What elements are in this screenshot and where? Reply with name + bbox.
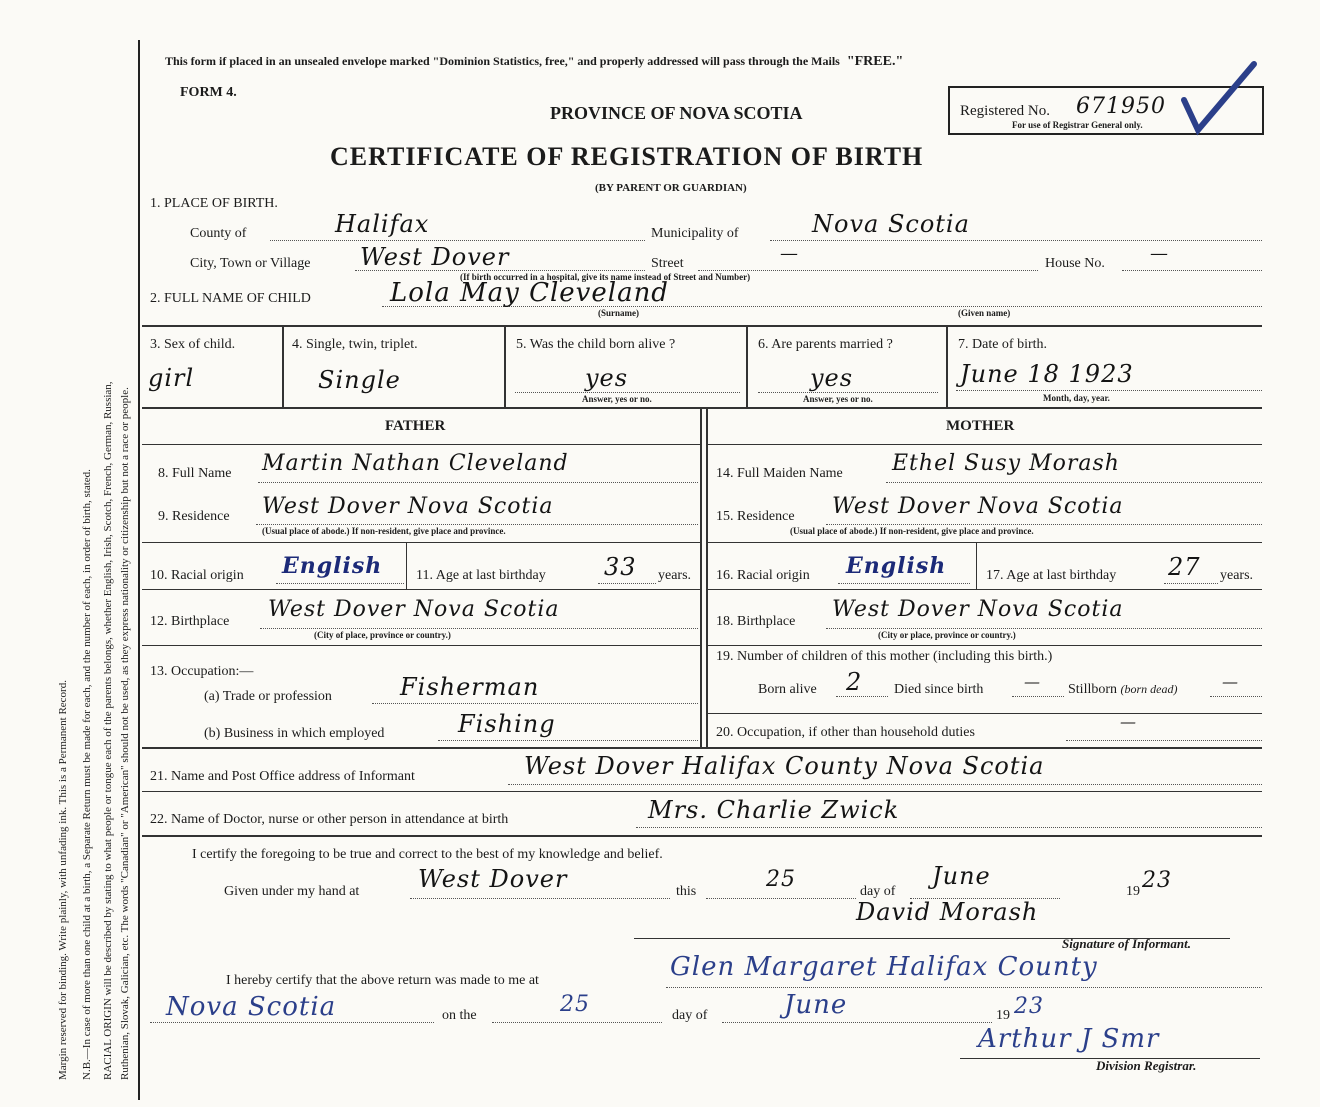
- born-alive-note: Answer, yes or no.: [582, 394, 652, 404]
- municipality-value: Nova Scotia: [812, 210, 970, 238]
- informant-signature-label: Signature of Informant.: [1062, 936, 1191, 951]
- given-month: June: [932, 862, 991, 890]
- margin-note-3: RACIAL ORIGIN will be described by stating to what people or tongue each of the parents belongs, whether English, Irish, Scotch, French, German, Russian,: [102, 381, 114, 1080]
- father-residence-value: West Dover Nova Scotia: [262, 494, 554, 519]
- trade-value: Fisherman: [400, 673, 540, 701]
- mother-residence-value: West Dover Nova Scotia: [832, 494, 1124, 519]
- mother-name-value: Ethel Susy Morash: [892, 451, 1120, 476]
- child-name-label: 2. FULL NAME OF CHILD: [150, 291, 311, 306]
- mother-racial-value: English: [846, 553, 947, 579]
- mother-birthplace-value: West Dover Nova Scotia: [832, 597, 1124, 622]
- informant-label: 21. Name and Post Office address of Informant: [150, 769, 415, 784]
- mother-heading: MOTHER: [946, 418, 1015, 434]
- registrar-place1: Glen Margaret Halifax County: [670, 952, 1098, 982]
- children-count-label: 19. Number of children of this mother (including this birth.): [716, 649, 1053, 664]
- father-residence-label: 9. Residence: [158, 509, 230, 524]
- birth-date-value: June 18 1923: [960, 360, 1134, 388]
- mother-age-value: 27: [1168, 553, 1201, 581]
- sex-value: girl: [148, 364, 195, 392]
- registrar-signature: Arthur J Smr: [978, 1024, 1160, 1054]
- father-racial-label: 10. Racial origin: [150, 568, 244, 583]
- street-value: —: [780, 243, 799, 264]
- stillborn-value: —: [1222, 672, 1239, 691]
- postal-note: [165, 54, 903, 70]
- birth-date-label: 7. Date of birth.: [958, 337, 1048, 352]
- postal-free: "FREE.": [846, 54, 904, 69]
- reg-number: 671950: [1076, 94, 1166, 119]
- registrar-on-label: on the: [442, 1008, 477, 1023]
- given-day-of-label: day of: [860, 884, 896, 899]
- reg-label: Registered No.: [960, 103, 1050, 119]
- father-residence-note: (Usual place of abode.) If non-resident, give place and province.: [262, 526, 506, 536]
- died-since-value: —: [1024, 672, 1041, 691]
- sex-label: 3. Sex of child.: [150, 337, 236, 352]
- father-years-label: years.: [658, 568, 692, 583]
- mother-name-label: 14. Full Maiden Name: [716, 466, 843, 481]
- mother-birthplace-label: 18. Birthplace: [716, 614, 796, 629]
- mother-occupation-label: 20. Occupation, if other than household duties: [716, 725, 975, 740]
- given-year-prefix: 19: [1126, 884, 1140, 899]
- house-label: House No.: [1045, 256, 1105, 271]
- reg-note: For use of Registrar General only.: [1012, 120, 1143, 130]
- mother-age-label: 17. Age at last birthday: [986, 568, 1117, 583]
- house-value: —: [1150, 243, 1169, 264]
- registrar-place2: Nova Scotia: [166, 992, 337, 1022]
- informant-signature: David Morash: [856, 898, 1039, 926]
- registrar-text: I hereby certify that the above return was made to me at: [226, 973, 539, 988]
- postal-note-text: This form if placed in an unsealed envelope marked "Dominion Statistics, free," and properly addressed will pass through the Mails: [165, 54, 840, 68]
- died-since-label: Died since birth: [894, 682, 984, 697]
- father-birthplace-note: (City of place, province or country.): [314, 630, 451, 640]
- margin-note-4: Ruthenian, Slovak, Galician, etc. The words "Canadian" or "American" should not be used, as they express nationality or citizenship but not a race or people.: [119, 387, 131, 1080]
- given-year-suffix: 23: [1142, 868, 1172, 893]
- plurality-value: Single: [318, 366, 401, 394]
- registrar-year-prefix: 19: [996, 1008, 1010, 1023]
- mother-birthplace-note: (City or place, province or country.): [878, 630, 1016, 640]
- hospital-note: (If birth occurred in a hospital, give its name instead of Street and Number): [460, 272, 751, 282]
- married-label: 6. Are parents married ?: [758, 337, 893, 352]
- father-racial-value: English: [282, 553, 383, 579]
- certificate-subtitle: (BY PARENT OR GUARDIAN): [595, 182, 747, 194]
- business-value: Fishing: [458, 710, 556, 738]
- given-place: West Dover: [418, 865, 568, 893]
- registrar-day: 25: [560, 992, 590, 1017]
- place-label: 1. PLACE OF BIRTH.: [150, 196, 278, 211]
- married-note: Answer, yes or no.: [803, 394, 873, 404]
- binding-margin-line: [138, 40, 140, 1100]
- born-alive-count: 2: [846, 668, 863, 696]
- check-mark-icon: [1180, 60, 1260, 140]
- father-birthplace-value: West Dover Nova Scotia: [268, 597, 560, 622]
- registrar-day-of-label: day of: [672, 1008, 708, 1023]
- province-title: PROVINCE OF NOVA SCOTIA: [550, 103, 803, 123]
- mother-residence-label: 15. Residence: [716, 509, 795, 524]
- doctor-label: 22. Name of Doctor, nurse or other person in attendance at birth: [150, 812, 509, 827]
- given-name-note: (Given name): [958, 308, 1011, 318]
- margin-note-1: Margin reserved for binding. Write plainly, with unfading ink. This is a Permanent Record.: [57, 680, 69, 1080]
- stillborn-label-text: Stillborn: [1068, 682, 1118, 697]
- informant-value: West Dover Halifax County Nova Scotia: [524, 752, 1045, 780]
- plurality-label: 4. Single, twin, triplet.: [292, 337, 418, 352]
- father-age-label: 11. Age at last birthday: [416, 568, 546, 583]
- father-occupation-label: 13. Occupation:—: [150, 664, 254, 679]
- father-heading: FATHER: [385, 418, 446, 434]
- child-name-value: Lola May Cleveland: [390, 278, 669, 308]
- business-label: (b) Business in which employed: [204, 726, 385, 741]
- city-label: City, Town or Village: [190, 256, 311, 271]
- registrar-signature-label: Division Registrar.: [1096, 1058, 1197, 1073]
- given-label: Given under my hand at: [224, 884, 360, 899]
- father-birthplace-label: 12. Birthplace: [150, 614, 230, 629]
- born-alive-value: yes: [585, 364, 629, 392]
- stillborn-label: [1068, 682, 1178, 698]
- stillborn-note: (born dead): [1120, 682, 1178, 696]
- mother-racial-label: 16. Racial origin: [716, 568, 810, 583]
- surname-note: (Surname): [598, 308, 639, 318]
- born-alive-count-label: Born alive: [758, 682, 817, 697]
- county-label: County of: [190, 226, 247, 241]
- street-label: Street: [651, 256, 684, 271]
- county-value: Halifax: [335, 210, 430, 238]
- registrar-month: June: [784, 990, 848, 1020]
- certificate-title: CERTIFICATE OF REGISTRATION OF BIRTH: [330, 142, 924, 171]
- form-number: FORM 4.: [180, 85, 237, 100]
- municipality-label: Municipality of: [651, 226, 739, 241]
- given-day: 25: [766, 867, 796, 892]
- trade-label: (a) Trade or profession: [204, 689, 332, 704]
- birth-date-note: Month, day, year.: [1043, 393, 1110, 403]
- married-value: yes: [810, 364, 854, 392]
- given-this-label: this: [676, 884, 697, 899]
- father-age-value: 33: [604, 553, 637, 581]
- father-name-label: 8. Full Name: [158, 466, 232, 481]
- mother-residence-note: (Usual place of abode.) If non-resident, give place and province.: [790, 526, 1034, 536]
- father-name-value: Martin Nathan Cleveland: [262, 451, 569, 476]
- mother-years-label: years.: [1220, 568, 1254, 583]
- registrar-year-suffix: 23: [1014, 994, 1044, 1019]
- born-alive-label: 5. Was the child born alive ?: [516, 337, 676, 352]
- mother-occupation-value: —: [1120, 712, 1137, 731]
- doctor-value: Mrs. Charlie Zwick: [648, 796, 900, 824]
- city-value: West Dover: [360, 243, 510, 271]
- margin-note-2: N.B.—In case of more than one child at a birth, a Separate Return must be made for each, and the number of each, in order of birth, stated.: [81, 469, 93, 1080]
- certify-text: I certify the foregoing to be true and correct to the best of my knowledge and belief.: [192, 847, 663, 862]
